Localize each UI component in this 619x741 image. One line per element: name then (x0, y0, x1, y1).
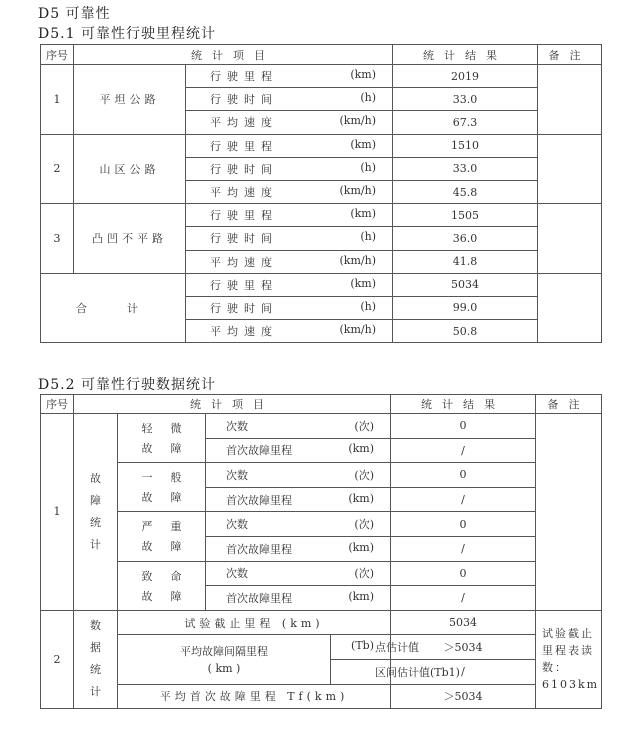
item-unit: (次) (354, 518, 374, 532)
cat-char: 障 (170, 442, 182, 456)
header-result: 统计结果 (393, 45, 538, 65)
result-value: 50.8 (393, 320, 538, 343)
header-item: 统计项目 (74, 395, 391, 414)
fault-group-text: 故障统计 (90, 471, 101, 551)
item-unit: (次) (354, 468, 374, 482)
row-number: 2 (41, 134, 74, 204)
item-label (186, 134, 393, 157)
remark-cell (538, 65, 602, 135)
table-row (41, 610, 602, 635)
remark-cell (536, 610, 602, 708)
header-result: 统计结果 (391, 395, 536, 414)
item-label (206, 463, 391, 488)
item-unit: (km) (348, 540, 374, 554)
table2-caption: D5.2 可靠性行驶数据统计 (38, 377, 216, 393)
item-unit: (km) (348, 442, 374, 456)
result-value: / (391, 586, 536, 611)
table1-caption: D5.1 可靠性行驶里程统计 (38, 26, 216, 42)
interval-estimate-label: 区间估计值(Tb1) (331, 659, 391, 684)
item-unit: (次) (354, 567, 374, 581)
cat-char: 命 (170, 569, 182, 583)
item-label (206, 561, 391, 586)
result-value: 36.0 (393, 227, 538, 250)
item-label (186, 204, 393, 227)
table-mileage (40, 44, 602, 343)
cat-char: 故 (141, 442, 153, 456)
item-label (206, 438, 391, 463)
item-name: 次数 (226, 468, 248, 482)
item-unit: (h) (360, 299, 376, 313)
result-value: 2019 (393, 65, 538, 88)
item-label (186, 227, 393, 250)
item-name: 平均速度 (210, 325, 278, 339)
item-label (186, 88, 393, 111)
item-unit: (km/h) (339, 323, 376, 337)
table-reliability (40, 394, 602, 709)
cat-char: 故 (141, 491, 153, 505)
row-number: 3 (41, 204, 74, 274)
item-unit: (h) (360, 91, 376, 105)
item-label (186, 157, 393, 180)
item-unit: (km) (350, 276, 376, 290)
item-name: 行驶时间 (210, 232, 278, 246)
road-type: 山区公路 (74, 134, 186, 204)
table-row (41, 273, 602, 296)
item-name: 次数 (226, 518, 248, 532)
cat-char: 微 (170, 422, 182, 436)
table-row (41, 414, 602, 439)
mtbf-unit: ( km ) (207, 662, 241, 676)
point-estimate-label (331, 635, 419, 660)
result-value: 45.8 (393, 180, 538, 203)
item-label (186, 296, 393, 319)
cat-char: 障 (170, 491, 182, 505)
item-unit: (km) (350, 207, 376, 221)
item-label (206, 414, 391, 439)
result-value: 5034 (391, 610, 536, 635)
result-value: 41.8 (393, 250, 538, 273)
fault-category (118, 463, 206, 512)
remark-text: 试验截止里程表读数：6103km (542, 627, 600, 692)
result-value: 33.0 (393, 88, 538, 111)
item-name: 点估计值 (375, 641, 419, 655)
item-name: 行驶里程 (210, 139, 278, 153)
cat-char: 障 (170, 540, 182, 554)
item-label (206, 586, 391, 611)
item-name: 行驶时间 (210, 93, 278, 107)
item-name: 行驶时间 (210, 162, 278, 176)
row-number: 1 (41, 65, 74, 135)
item-unit: (km) (348, 491, 374, 505)
table-row (41, 463, 602, 488)
item-unit: (h) (360, 230, 376, 244)
item-name: 首次故障里程 (226, 591, 292, 605)
remark-cell (536, 414, 602, 611)
table-row (41, 684, 602, 709)
item-name: 行驶时间 (210, 301, 278, 315)
result-value: / (391, 659, 536, 684)
header-no: 序号 (41, 45, 74, 65)
header-remark: 备注 (538, 45, 602, 65)
result-value: 33.0 (393, 157, 538, 180)
cat-char: 故 (141, 589, 153, 603)
mtbf-label (118, 635, 331, 684)
item-name: 平均速度 (210, 255, 278, 269)
cat-char: 轻 (141, 422, 153, 436)
cat-char: 一 (141, 471, 153, 485)
result-value: ＞5034 (391, 635, 536, 660)
result-value: 1505 (393, 204, 538, 227)
table-row (41, 635, 602, 660)
data-group-text: 数据统计 (90, 619, 101, 699)
header-remark: 备注 (536, 395, 602, 414)
document-title: D5 可靠性 (38, 6, 111, 22)
item-label (186, 111, 393, 134)
remark-cell (538, 134, 602, 204)
item-name: 平均速度 (210, 186, 278, 200)
item-unit: (km) (350, 137, 376, 151)
cat-char: 致 (141, 569, 153, 583)
result-value: ＞5034 (391, 684, 536, 709)
fault-group-label (74, 414, 118, 611)
row-number: 1 (41, 414, 74, 611)
item-label (206, 536, 391, 561)
cutoff-mileage-label: 试验截止里程 (km) (118, 610, 391, 635)
item-label (186, 180, 393, 203)
cat-char: 障 (170, 589, 182, 603)
item-name: 次数 (226, 419, 248, 433)
cat-char: 重 (170, 520, 182, 534)
table-row (41, 134, 602, 157)
item-unit: (km) (348, 589, 374, 603)
table-row (41, 204, 602, 227)
item-label (186, 65, 393, 88)
item-name: 行驶里程 (210, 209, 278, 223)
result-value: 5034 (393, 273, 538, 296)
row-number: 2 (41, 610, 74, 708)
item-unit: (次) (354, 419, 374, 433)
remark-cell (538, 204, 602, 274)
header-no: 序号 (41, 395, 74, 414)
item-unit: (Tb) (351, 639, 374, 653)
result-value: 99.0 (393, 296, 538, 319)
total-label: 合计 (41, 273, 186, 343)
road-type: 凸凹不平路 (74, 204, 186, 274)
item-label (186, 273, 393, 296)
item-unit: (h) (360, 160, 376, 174)
data-group-label (74, 610, 118, 708)
item-label (186, 250, 393, 273)
result-value: 0 (391, 512, 536, 537)
cat-char: 故 (141, 540, 153, 554)
result-value: 67.3 (393, 111, 538, 134)
item-name: 次数 (226, 567, 248, 581)
item-name: 行驶里程 (210, 278, 278, 292)
table-row (41, 561, 602, 586)
result-value: 0 (391, 561, 536, 586)
first-fault-mileage-label: 平均首次故障里程 Tf(km) (118, 684, 391, 709)
item-label (186, 320, 393, 343)
header-item: 统计项目 (74, 45, 393, 65)
fault-category (118, 561, 206, 610)
road-type: 平坦公路 (74, 65, 186, 135)
cat-char: 严 (141, 520, 153, 534)
result-value: 1510 (393, 134, 538, 157)
table-row (41, 512, 602, 537)
item-unit: (km) (350, 68, 376, 82)
item-label (206, 512, 391, 537)
result-value: 0 (391, 463, 536, 488)
item-unit: (km/h) (339, 114, 376, 128)
result-value: / (391, 487, 536, 512)
result-value: 0 (391, 414, 536, 439)
item-name: 首次故障里程 (226, 542, 292, 556)
item-name: 首次故障里程 (226, 444, 292, 458)
remark-cell (538, 273, 602, 343)
item-name: 平均速度 (210, 116, 278, 130)
fault-category (118, 512, 206, 561)
item-name: 首次故障里程 (226, 493, 292, 507)
mtbf-label-text: 平均故障间隔里程 (180, 645, 268, 659)
result-value: / (391, 536, 536, 561)
item-unit: (km/h) (339, 253, 376, 267)
table-row (41, 65, 602, 88)
item-unit: (km/h) (339, 184, 376, 198)
cat-char: 般 (170, 471, 182, 485)
fault-category (118, 414, 206, 463)
result-value: / (391, 438, 536, 463)
item-name: 行驶里程 (210, 70, 278, 84)
item-label (206, 487, 391, 512)
